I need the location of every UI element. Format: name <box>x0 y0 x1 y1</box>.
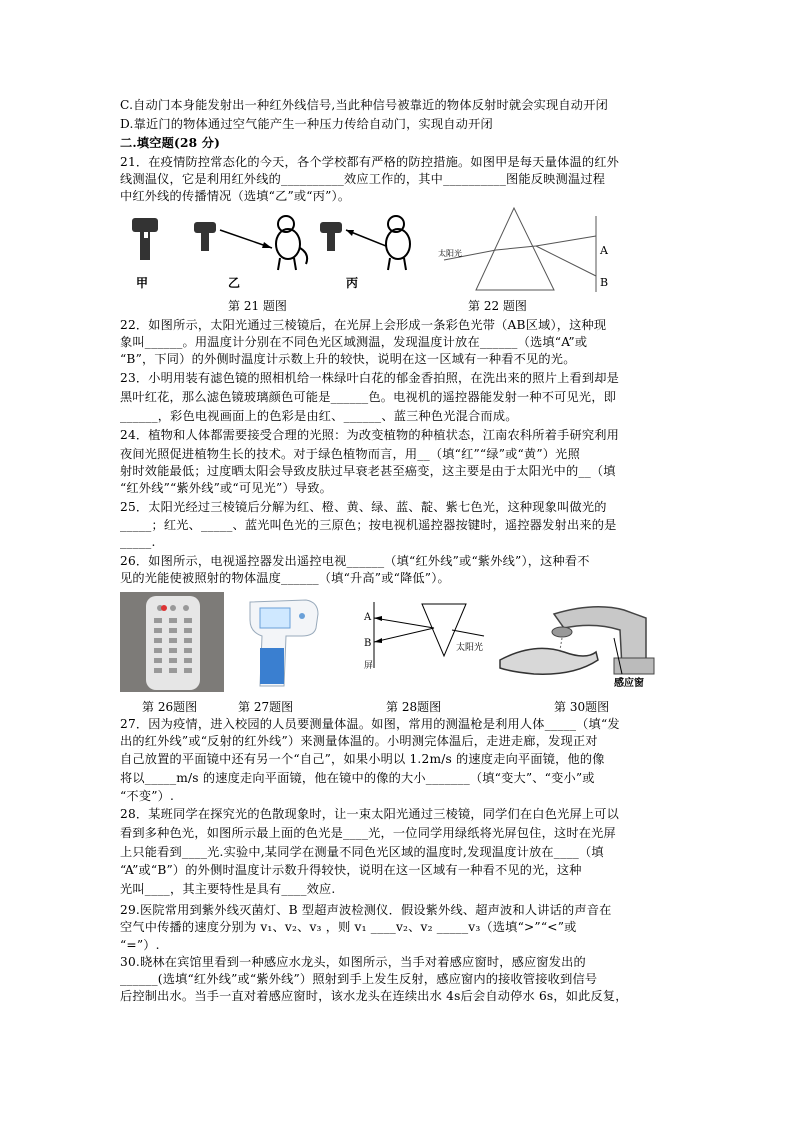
q22-line3: “B”，下同）的外侧时温度计示数上升的较快，说明在这一区域有一种看不见的光。 <box>120 352 576 366</box>
figure-30 <box>494 594 674 690</box>
fig22-sunlight: 太阳光 <box>438 249 462 258</box>
q29-line1: 29.医院常用到紫外线灭菌灯、B 型超声波检测仪．假设紫外线、超声波和人讲话的声音在 <box>120 903 612 917</box>
q22-line2: 象叫______。用温度计分别在不同色光区域测温，发现温度计放在______（选填“A”或 <box>120 335 588 349</box>
q24-line3: 射时效能最低；过度晒太阳会导致皮肤过早衰老甚至癌变，这主要是由于太阳光中的__（填 <box>120 464 616 478</box>
fig21-caption: 第 21 题图 <box>228 299 287 313</box>
fig28-caption: 第 28题图 <box>386 700 442 714</box>
q28-line1: 28．某班同学在探究光的色散现象时，让一束太阳光通过三棱镜，同学们在白色光屏上可以 <box>120 807 620 821</box>
thermometer-diagrams <box>124 208 424 298</box>
q28-line5: 光叫____，其主要特性是具有____效应. <box>120 882 336 896</box>
q27-line3: 自己放置的平面镜中还有另一个“自己”，如果小明以 1.2m/s 的速度走向平面镜，他的像 <box>120 752 605 766</box>
dinosaur-icon <box>276 216 307 270</box>
thermometer-photo <box>236 592 326 692</box>
thermometer-gun-icon <box>320 222 342 251</box>
thermometer-gun-icon <box>194 222 216 251</box>
option-d: D.靠近门的物体通过空气能产生一种压力传给自动门，实现自动开闭 <box>120 117 493 131</box>
q28-line2: 看到多种色光，如图所示最上面的色光是____光，一位同学用绿纸将光屏包住，这时在光屏 <box>120 826 616 840</box>
q30-line2: ______(选填“红外线”或“紫外线”）照射到手上发生反射，感应窗内的接收管接收到信号 <box>120 972 598 986</box>
q30-line3: 后控制出水。当手一直对着感应窗时，该水龙头在连续出水 4s后会自动停水 6s，如此反复， <box>120 989 628 1003</box>
fig21-label-bing: 丙 <box>346 276 359 290</box>
q27-line1: 27．因为疫情，进入校园的人员要测量体温。如图，常用的测温枪是利用人体_____（填“发 <box>120 717 620 731</box>
q23-line3: ______，彩色电视画面上的色彩是由红、______、蓝三种色光混合而成。 <box>120 409 518 423</box>
q29-line2: 空气中传播的速度分别为 v₁、v₂、v₃ ，则 v₁ ____v₂、v₂ _____v₃（选填“>”“<”或 <box>120 920 577 934</box>
fig27-caption: 第 27题图 <box>238 700 294 714</box>
q23-line2: 黑叶红花，那么滤色镜玻璃颜色可能是______色。电视机的遥控器能发射一种不可见光，即 <box>120 390 617 404</box>
figure-21 <box>124 208 424 298</box>
prism-diagram <box>436 206 616 296</box>
q21-line1: 21．在疫情防控常态化的今天，各个学校都有严格的防控措施。如图甲是每天量体温的红外 <box>120 155 620 169</box>
figure-22 <box>436 206 616 296</box>
q24-line1: 24．植物和人体都需要接受合理的光照：为改变植物的种植状态，江南农科所着手研究利用 <box>120 428 620 442</box>
fig22-label-a: A <box>600 244 608 257</box>
option-c: C.自动门本身能发射出一种红外线信号,当此种信号被靠近的物体反射时就会实现自动开闭 <box>120 98 608 112</box>
q30-line1: 30.晓林在宾馆里看到一种感应水龙头，如图所示，当手对着感应窗时，感应窗发出的 <box>120 955 586 969</box>
q27-line4: 将以_____m/s 的速度走向平面镜，他在镜中的像的大小_______（填“变大”、“变小”或 <box>120 771 595 785</box>
fig28-label-screen: 屏 <box>364 661 374 671</box>
fig30-sensor-label: 感应窗 <box>614 678 644 689</box>
q28-line3: 上只能看到____光.实验中,某同学在测量不同色光区域的温度时,发现温度计放在____（填 <box>120 845 604 859</box>
q26-line2: 见的光能使被照射的物体温度______（填“升高”或“降低”）。 <box>120 571 450 585</box>
faucet-diagram <box>494 594 674 690</box>
q24-line2: 夜间光照促进植物生长的技术。对于绿色植物而言，用__（填“红”“绿”或“黄”）光照 <box>120 447 580 461</box>
q21-line3: 中红外线的传播情况（选填“乙”或“丙”）。 <box>120 189 351 203</box>
fig21-label-jia: 甲 <box>136 276 149 290</box>
q22-line1: 22．如图所示，太阳光通过三棱镜后，在光屏上会形成一条彩色光带（AB区域），这种现 <box>120 318 607 332</box>
remote-photo <box>120 592 224 692</box>
fig30-caption: 第 30题图 <box>554 700 610 714</box>
q27-line5: “不变”）. <box>120 789 175 803</box>
prism-diagram <box>364 598 494 678</box>
fig28-label-sunlight: 太阳光 <box>456 643 484 653</box>
fig22-label-b: B <box>600 276 609 289</box>
fig21-label-yi: 乙 <box>228 276 241 290</box>
q26-line1: 26．如图所示，电视遥控器发出遥控电视______（填“红外线”或“紫外线”），这种看不 <box>120 554 590 568</box>
q27-line2: 出的红外线”或“反射的红外线”）来测量体温的。小明测完体温后，走进走廊，发现正对 <box>120 734 598 748</box>
q25-line1: 25．太阳光经过三棱镜后分解为红、橙、黄、绿、蓝、靛、紫七色光，这种现象叫做光的 <box>120 500 607 514</box>
q28-line4: “A”或“B”）的外侧时温度计示数升得较快，说明在这一区域有一种看不见的光，这种 <box>120 863 582 877</box>
figure-28 <box>364 598 494 678</box>
fig28-label-b: B <box>364 638 372 649</box>
thermometer-gun-icon <box>132 218 158 260</box>
q25-line3: _____. <box>120 535 156 549</box>
q23-line1: 23．小明用装有滤色镜的照相机给一株绿叶白花的郁金香拍照，在洗出来的照片上看到却是 <box>120 371 620 385</box>
dinosaur-icon <box>386 216 410 270</box>
fig22-caption: 第 22 题图 <box>468 299 527 313</box>
q29-line3: “=”）. <box>120 938 160 952</box>
q25-line2: _____；红光、_____、蓝光叫色光的三原色；按电视机遥控器按键时，遥控器发射出来的是 <box>120 518 617 532</box>
thermometer-gun-icon <box>236 592 326 692</box>
remote-control-icon <box>120 592 224 692</box>
fig26-caption: 第 26题图 <box>142 700 198 714</box>
section-heading: 二.填空题(28 分) <box>120 136 221 150</box>
q21-line2: 线测温仪，它是利用红外线的__________效应工作的，其中__________图能反映测温过程 <box>120 172 606 186</box>
fig28-label-a: A <box>364 612 372 623</box>
q24-line4: “红外线”“紫外线”或“可见光”）导致。 <box>120 481 333 495</box>
